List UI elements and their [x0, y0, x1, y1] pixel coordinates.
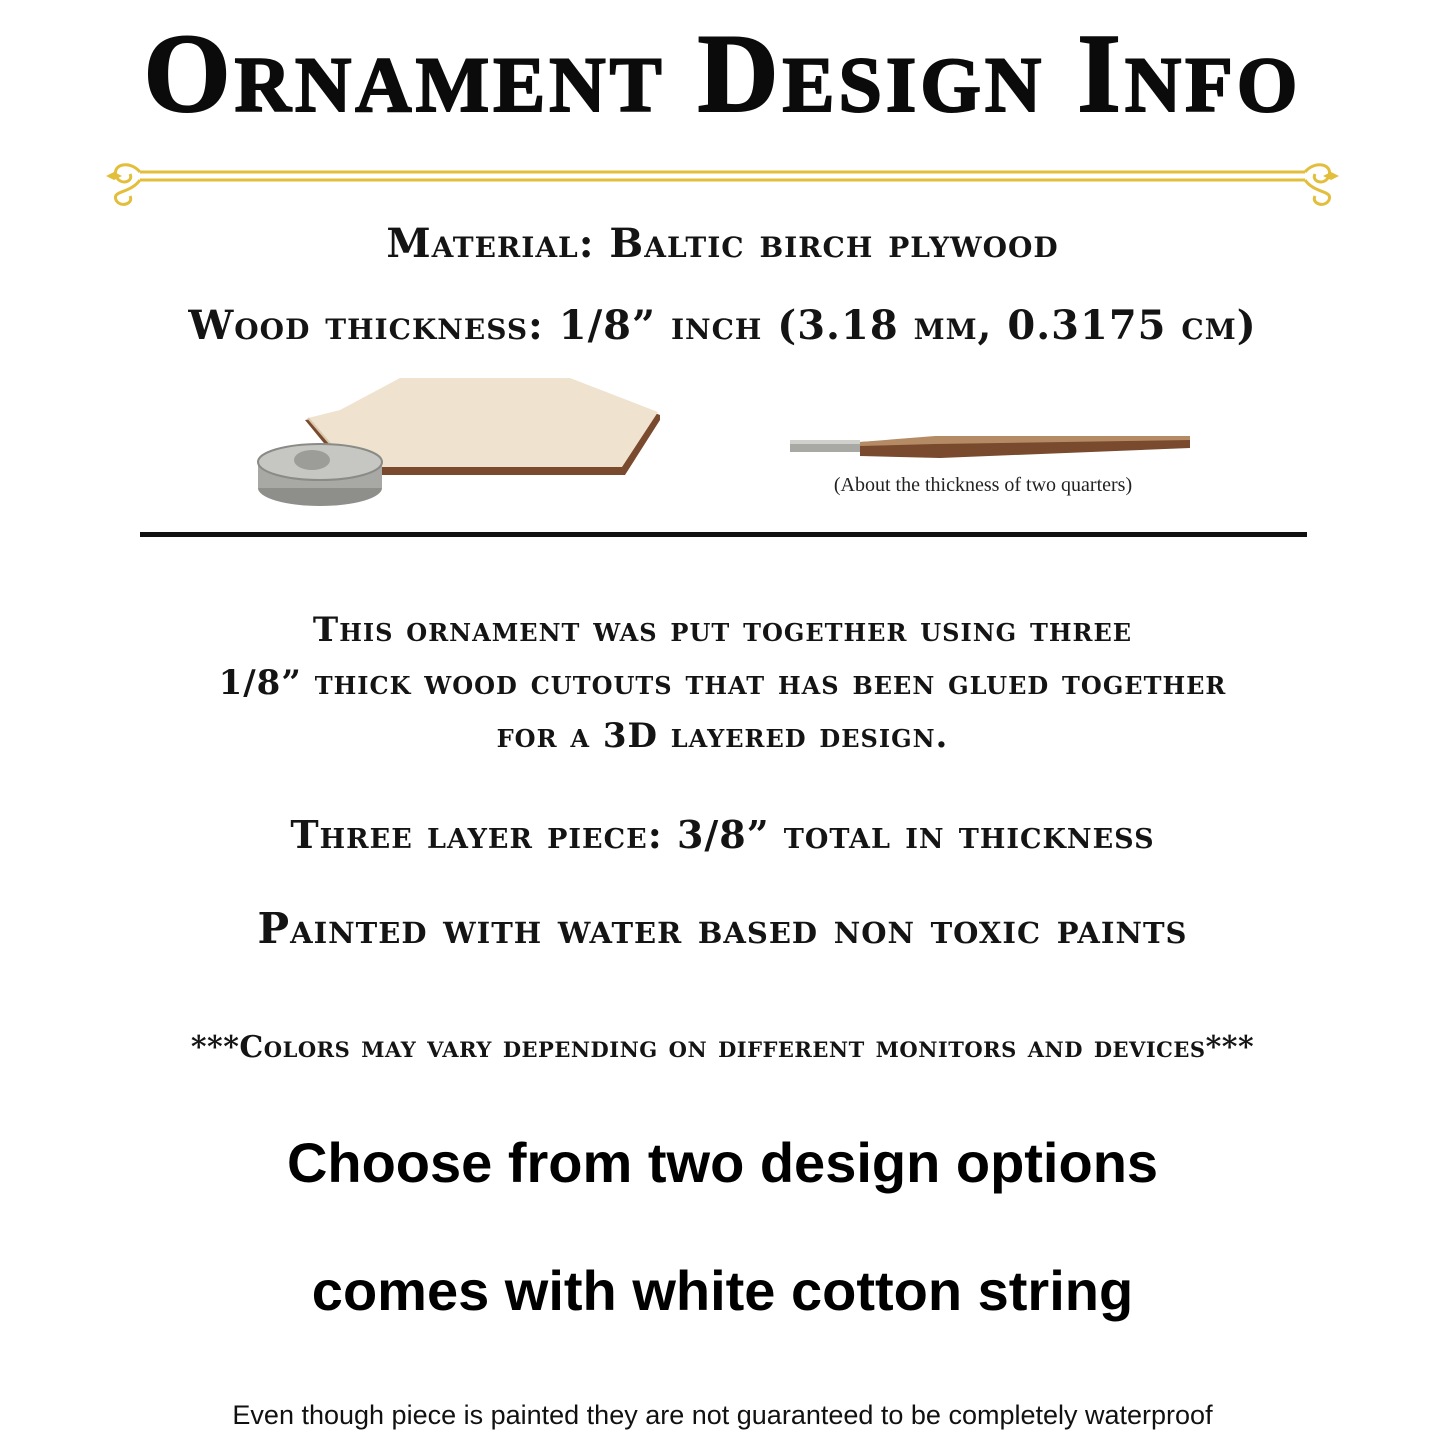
description-line: 1/8” thick wood cutouts that has been glued together — [218, 663, 1227, 703]
description-paragraph — [0, 604, 1445, 763]
wood-thickness-photo — [250, 370, 1210, 520]
string-line: comes with white cotton string — [311, 1259, 1134, 1322]
layer-line: Three layer piece: 3/8” total in thickness — [290, 812, 1155, 857]
waterproof-disclaimer: Even though piece is painted they are not guaranteed to be completely waterproof — [232, 1400, 1213, 1430]
gold-flourish-divider — [100, 150, 1345, 220]
side-view-pieces — [790, 436, 1190, 458]
page-title: Ornament Design Info — [143, 12, 1302, 136]
material-line: Material: Baltic birch plywood — [386, 220, 1059, 267]
photo-caption: (About the thickness of two quarters) — [833, 474, 1133, 496]
divider-rule — [140, 532, 1307, 537]
quarter-coin-stack — [258, 444, 382, 506]
description-line: for a 3D layered design. — [496, 716, 949, 756]
design-options-line: Choose from two design options — [286, 1131, 1159, 1194]
thickness-line: Wood thickness: 1/8” inch (3.18 mm, 0.3175 cm) — [188, 302, 1257, 349]
paint-line: Painted with water based non toxic paints — [257, 904, 1188, 953]
description-line: This ornament was put together using three — [312, 610, 1133, 650]
colors-note: ***Colors may vary depending on different monitors and devices*** — [190, 1030, 1255, 1065]
